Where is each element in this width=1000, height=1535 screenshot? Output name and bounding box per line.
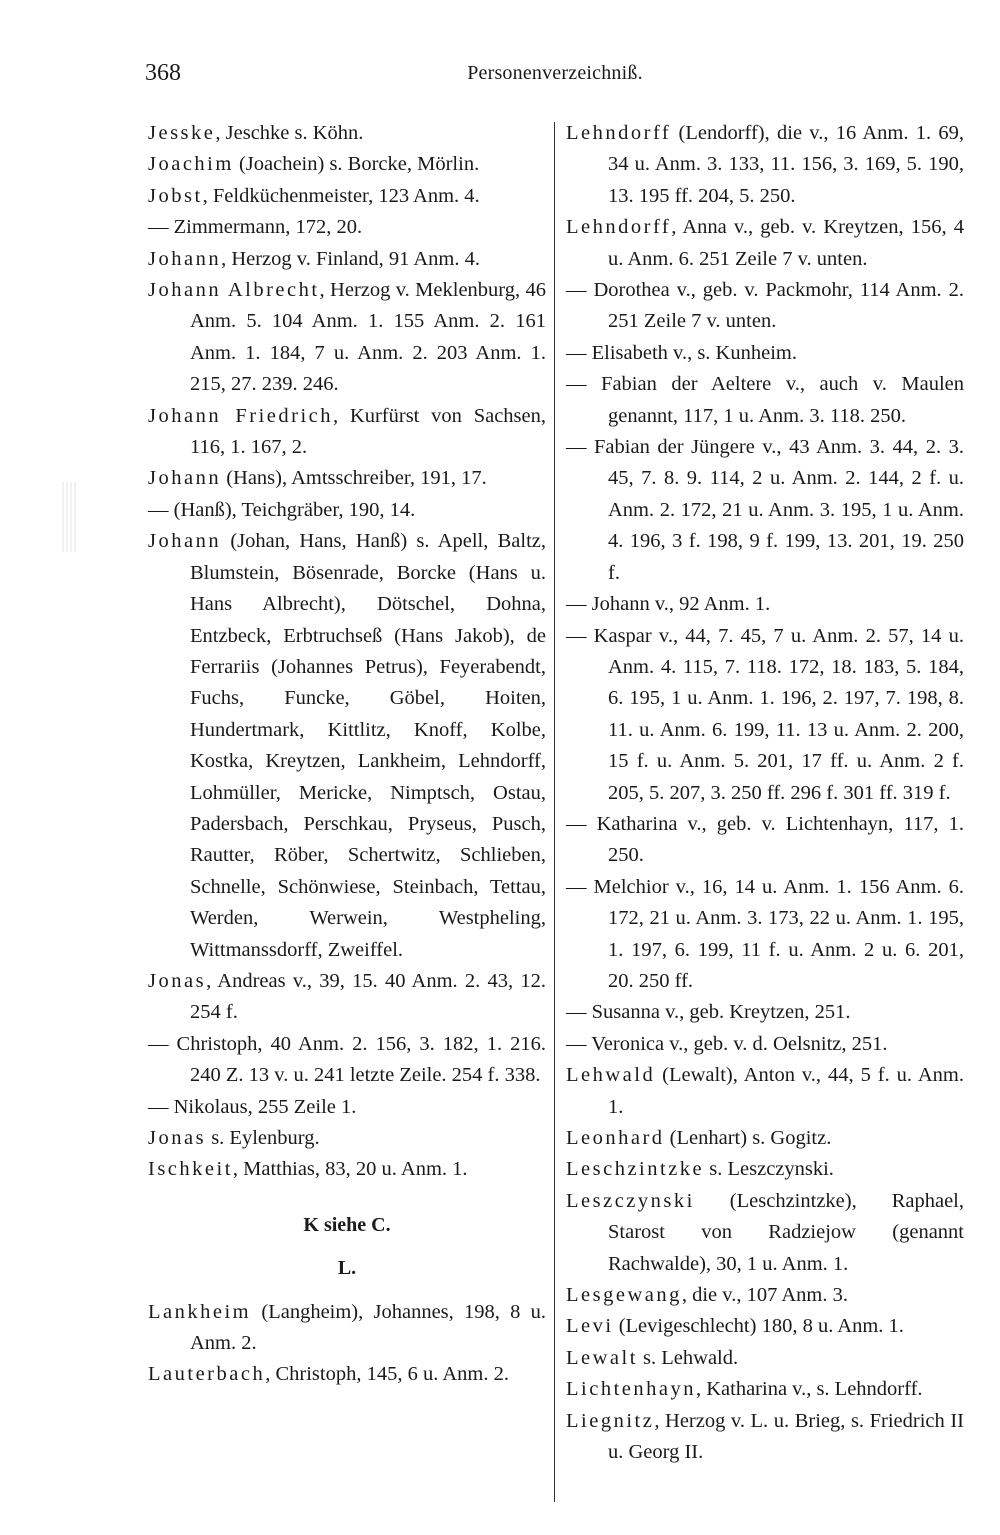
index-entry [566, 1406, 964, 1469]
entry-text: s. Leszczynski. [704, 1158, 834, 1181]
entry-text: — Veronica v., geb. v. d. Oelsnitz, 251. [566, 1032, 888, 1055]
entry-text: — Christoph, 40 Anm. 2. 156, 3. 182, 1. 216. 240 Z. 13 v. u. 241 letzte Zeile. 254 f. 338. [148, 1032, 546, 1087]
index-entry [148, 463, 546, 494]
index-entry [148, 966, 546, 1029]
index-entry [566, 118, 964, 212]
index-entry [148, 1092, 546, 1123]
index-entry [566, 997, 964, 1028]
entry-name: Joachim [148, 153, 234, 176]
entry-text: — Katharina v., geb. v. Lichtenhayn, 117, 1. 250. [566, 812, 964, 867]
entry-text: , Anna v., geb. v. Kreytzen, 156, 4 u. Anm. 6. 251 Zeile 7 v. unten. [608, 216, 964, 270]
margin-stamp [62, 482, 76, 552]
entry-name: Johann [148, 530, 222, 553]
entry-text: — Fabian der Jüngere v., 43 Anm. 3. 44, 2. 3. 45, 7. 8. 9. 114, 2 u. Anm. 2. 144, 2 f. u. Anm. 2. 172, 21 u. Anm. 3. 195, 1 u. Anm. 4. 196, 3 f. 198, 9 f. 199, 13. 201, 19. 250 f. [566, 436, 964, 584]
index-entry [566, 1343, 964, 1374]
index-entry [566, 1280, 964, 1311]
entry-name: Leschzintzke [566, 1158, 705, 1181]
entry-name: Johann [148, 467, 222, 490]
entry-text: (Leschzintzke), Raphael, Starost von Radziejow (genannt Rachwalde), 30, 1 u. Anm. 1. [608, 1189, 964, 1275]
index-entry [148, 1154, 546, 1185]
entry-text: s. Lehwald. [637, 1346, 739, 1369]
index-entry [566, 621, 964, 809]
entry-text: , Matthias, 83, 20 u. Anm. 1. [232, 1158, 468, 1181]
entry-name: Johann Friedrich [148, 404, 334, 427]
entry-name: Lichtenhayn [566, 1378, 696, 1401]
entry-name: Lehndorff [566, 122, 672, 144]
entry-text: (Levigeschlecht) 180, 8 u. Anm. 1. [613, 1315, 904, 1338]
index-entry [566, 275, 964, 338]
entry-name: Levi [566, 1315, 614, 1338]
entry-name: Jobst [148, 184, 203, 207]
index-entry [148, 1029, 546, 1092]
index-entry [566, 369, 964, 432]
index-entry [148, 526, 546, 966]
index-entry [566, 432, 964, 589]
section-heading-l: L. [337, 1257, 357, 1280]
entry-name: Leszczynski [566, 1189, 695, 1212]
entry-text: — Melchior v., 16, 14 u. Anm. 1. 156 Anm. 6. 172, 21 u. Anm. 3. 173, 22 u. Anm. 1. 195, 1. 197, 6. 199, 11 f. u. Anm. 2 u. 6. 201, 20. 250 ff. [566, 875, 964, 992]
entry-text: (Johan, Hans, Hanß) s. Apell, Baltz, Blumstein, Bösenrade, Borcke (Hans u. Hans Albrecht), Dötschel, Dohna, Entzbeck, Erbtruchseß (Hans Jakob), de Ferrariis (Johannes Petrus), Feyerabendt, Fuchs, Funcke, Göbel, Hoiten, Hundertmark, Kittlitz, Knoff, Kolbe, Kostka, Kreytzen, Lankheim, Lehndorff, Lohmüller, Mericke, Nimptsch, Ostau, Padersbach, Perschkau, Pryseus, Pusch, Rautter, Röber, Schertwitz, Schlieben, Schnelle, Schönwiese, Steinbach, Tettau, Werden, Werwein, Westpheling, Wittmanssdorff, Zweiffel. [190, 530, 546, 961]
index-entry [566, 1123, 964, 1154]
entry-text: , Herzog v. Finland, 91 Anm. 4. [221, 247, 480, 270]
entry-text: (Langheim), Johannes, 198, 8 u. Anm. 2. [190, 1300, 546, 1355]
entry-text: , Feldküchenmeister, 123 Anm. 4. [202, 184, 480, 207]
entry-name: Jonas [148, 969, 207, 992]
entry-text: s. Eylenburg. [206, 1127, 320, 1149]
running-title: Personenverzeichniß. [467, 62, 643, 84]
index-entry [148, 244, 546, 275]
entry-text: — Fabian der Aeltere v., auch v. Maulen genannt, 117, 1 u. Anm. 3. 118. 250. [566, 373, 964, 427]
entry-name: Ischkeit [148, 1158, 233, 1181]
entry-name: Lehwald [566, 1064, 656, 1087]
page-number: 368 [145, 60, 181, 86]
entry-text: — Elisabeth v., s. Kunheim. [566, 341, 797, 364]
page-header [145, 60, 965, 100]
entry-text: — Dorothea v., geb. v. Packmohr, 114 Anm. 2. 251 Zeile 7 v. unten. [566, 279, 964, 333]
entry-name: Lankheim [148, 1300, 252, 1323]
index-entry [148, 1297, 546, 1360]
entry-name: Leonhard [566, 1127, 665, 1149]
entry-name: Lauterbach [148, 1363, 266, 1386]
entry-text: — Johann v., 92 Anm. 1. [566, 593, 771, 616]
index-entry [566, 212, 964, 275]
index-entry [148, 1359, 546, 1390]
entry-text: (Lenhart) s. Gogitz. [664, 1127, 832, 1149]
index-entry [566, 1154, 964, 1185]
entry-name: Johann [148, 247, 222, 270]
entry-name: Lewalt [566, 1346, 638, 1369]
left-column [148, 118, 546, 1391]
right-column [566, 118, 964, 1468]
entry-text: , Katharina v., s. Lehndorff. [695, 1378, 923, 1401]
index-entry [566, 1311, 964, 1342]
index-entry [566, 589, 964, 620]
entry-text: , Herzog v. L. u. Brieg, s. Friedrich II u. Georg II. [608, 1409, 964, 1464]
entry-text: , Jeschke s. Köhn. [215, 122, 364, 144]
index-entry [566, 1186, 964, 1280]
index-entry [148, 495, 546, 526]
entry-text: — Susanna v., geb. Kreytzen, 251. [566, 1001, 851, 1024]
index-entry [566, 338, 964, 369]
entry-text: (Hans), Amtsschreiber, 191, 17. [221, 467, 487, 490]
index-entry [566, 872, 964, 998]
index-entry [148, 181, 546, 212]
index-entry [566, 1060, 964, 1123]
index-entry [148, 149, 546, 180]
entry-name: Liegnitz [566, 1409, 655, 1432]
section-heading-k: K siehe C. [303, 1213, 391, 1236]
index-entry [566, 809, 964, 872]
entry-text: — Zimmermann, 172, 20. [148, 216, 363, 239]
index-entry [566, 1374, 964, 1405]
index-entry [148, 401, 546, 464]
index-entry [148, 1123, 546, 1154]
column-divider [554, 122, 555, 1502]
entry-text: , die v., 107 Anm. 3. [681, 1284, 848, 1307]
entry-text: (Lewalt), Anton v., 44, 5 f. u. Anm. 1. [608, 1064, 964, 1118]
index-entry [148, 212, 546, 243]
entry-text: (Joachein) s. Borcke, Mörlin. [233, 153, 480, 176]
entry-text: , Kurfürst von Sachsen, 116, 1. 167, 2. [190, 404, 546, 459]
index-entry [148, 118, 546, 149]
index-entry [148, 275, 546, 401]
entry-name: Lehndorff [566, 216, 672, 239]
entry-name: Jonas [148, 1127, 207, 1149]
entry-name: Johann Albrecht [148, 279, 320, 302]
entry-text: — Kaspar v., 44, 7. 45, 7 u. Anm. 2. 57, 14 u. Anm. 4. 115, 7. 118. 172, 18. 183, 5. 184, 6. 195, 1 u. Anm. 1. 196, 2. 197, 7. 198, 8. 11. u. Anm. 6. 199, 11. 13 u. Anm. 2. 200, 15 f. u. Anm. 5. 201, 17 ff. u. Anm. 2 f. 205, 5. 207, 3. 250 ff. 296 f. 301 ff. 319 f. [566, 624, 964, 804]
entry-text: , Andreas v., 39, 15. 40 Anm. 2. 43, 12. 254 f. [190, 969, 546, 1024]
entry-name: Lesgewang [566, 1284, 682, 1307]
entry-text: , Herzog v. Meklenburg, 46 Anm. 5. 104 Anm. 1. 155 Anm. 2. 161 Anm. 1. 184, 7 u. Anm. 2. 203 Anm. 1. 215, 27. 239. 246. [190, 279, 546, 396]
entry-text: — Nikolaus, 255 Zeile 1. [148, 1095, 357, 1118]
entry-text: (Lendorff), die v., 16 Anm. 1. 69, 34 u. Anm. 3. 133, 11. 156, 3. 169, 5. 190, 13. 195 ff. 204, 5. 250. [608, 122, 964, 207]
entry-text: — (Hanß), Teichgräber, 190, 14. [148, 498, 416, 521]
index-entry [566, 1029, 964, 1060]
entry-text: , Christoph, 145, 6 u. Anm. 2. [265, 1363, 509, 1386]
entry-name: Jesske [148, 122, 216, 144]
